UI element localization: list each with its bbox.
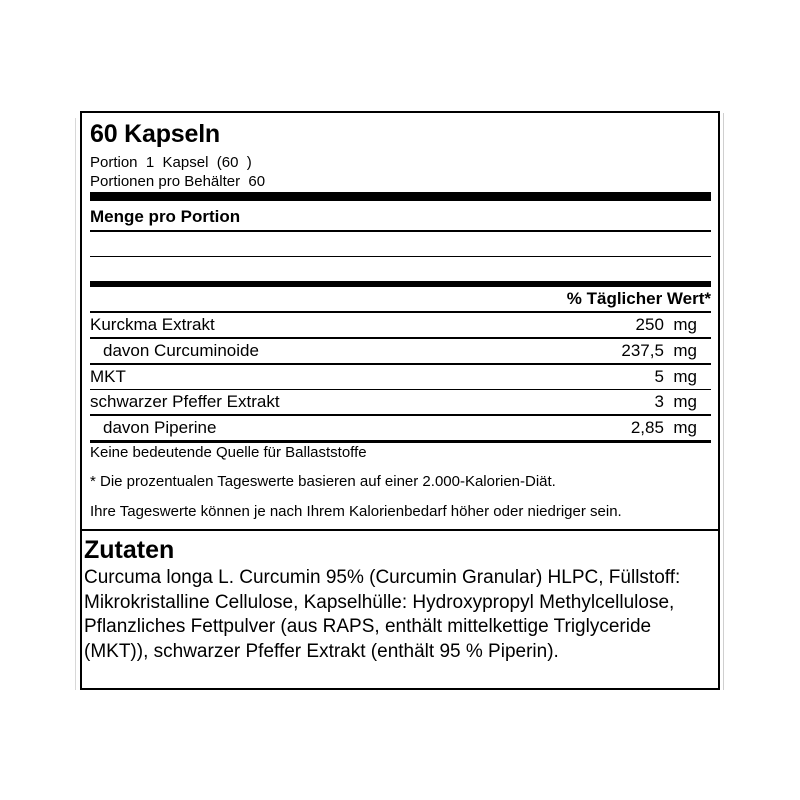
amount-value: 3 bbox=[654, 392, 664, 411]
daily-value-footnote: * Die prozentualen Tageswerte basieren auf einer 2.000-Kalorien-Diät. bbox=[90, 473, 556, 490]
ingredients-text: Curcuma longa L. Curcumin 95% (Curcumin Granular) HLPC, Füllstoff: Mikrokristalline Cellulose, Kapselhülle: Hydroxypropyl Methylcellulose, Pflanzliches Fettpulver (aus RAPS, enthält mittelkettige Triglyceride (MKT)), schwarzer Pfeffer Extrakt (enthält 95 % Piperin). bbox=[84, 567, 681, 662]
nutrient-row bbox=[90, 365, 711, 389]
nutrient-row bbox=[90, 390, 711, 414]
nutrient-name: schwarzer Pfeffer Extrakt bbox=[90, 392, 280, 411]
calorie-needs-note: Ihre Tageswerte können je nach Ihrem Kalorienbedarf höher oder niedriger sein. bbox=[90, 503, 622, 520]
servings-per-container: Portionen pro Behälter 60 bbox=[90, 173, 266, 190]
box-shadow-right bbox=[723, 113, 724, 690]
nutrient-name: davon Curcuminoide bbox=[103, 341, 259, 360]
daily-value-heading: % Täglicher Wert* bbox=[566, 289, 711, 308]
amount-unit: mg bbox=[673, 367, 697, 386]
nutrient-row bbox=[90, 416, 711, 440]
nutrient-amount bbox=[621, 339, 697, 363]
ingredients-title: Zutaten bbox=[84, 536, 175, 564]
amount-value: 5 bbox=[654, 367, 664, 386]
nutrient-row bbox=[90, 313, 711, 337]
nutrient-row bbox=[90, 339, 711, 363]
nutrient-name: MKT bbox=[90, 367, 126, 386]
thick-divider bbox=[90, 281, 711, 287]
nutrient-amount bbox=[654, 390, 697, 414]
amount-unit: mg bbox=[673, 392, 697, 411]
amount-unit: mg bbox=[673, 341, 697, 360]
serving-size: Portion 1 Kapsel (60 ) bbox=[90, 154, 252, 171]
amount-value: 250 bbox=[635, 315, 664, 334]
section-divider bbox=[82, 529, 718, 531]
amount-unit: mg bbox=[673, 418, 697, 437]
thick-divider bbox=[90, 192, 711, 201]
nutrient-name: Kurckma Extrakt bbox=[90, 315, 215, 334]
supplement-facts-label bbox=[80, 111, 720, 690]
nutrient-amount bbox=[636, 313, 697, 337]
nutrient-amount bbox=[631, 416, 697, 440]
fiber-note: Keine bedeutende Quelle für Ballaststoffe bbox=[90, 444, 367, 461]
divider bbox=[90, 230, 711, 232]
amount-unit: mg bbox=[673, 315, 697, 334]
nutrient-name: davon Piperine bbox=[103, 418, 217, 437]
divider bbox=[90, 256, 711, 257]
amount-value: 2,85 bbox=[630, 418, 664, 437]
nutrient-amount bbox=[654, 365, 697, 389]
amount-value: 237,5 bbox=[621, 341, 664, 360]
box-shadow-left bbox=[75, 118, 76, 690]
product-title: 60 Kapseln bbox=[90, 120, 221, 148]
thick-divider bbox=[90, 440, 711, 443]
amount-per-serving-heading: Menge pro Portion bbox=[90, 207, 241, 226]
